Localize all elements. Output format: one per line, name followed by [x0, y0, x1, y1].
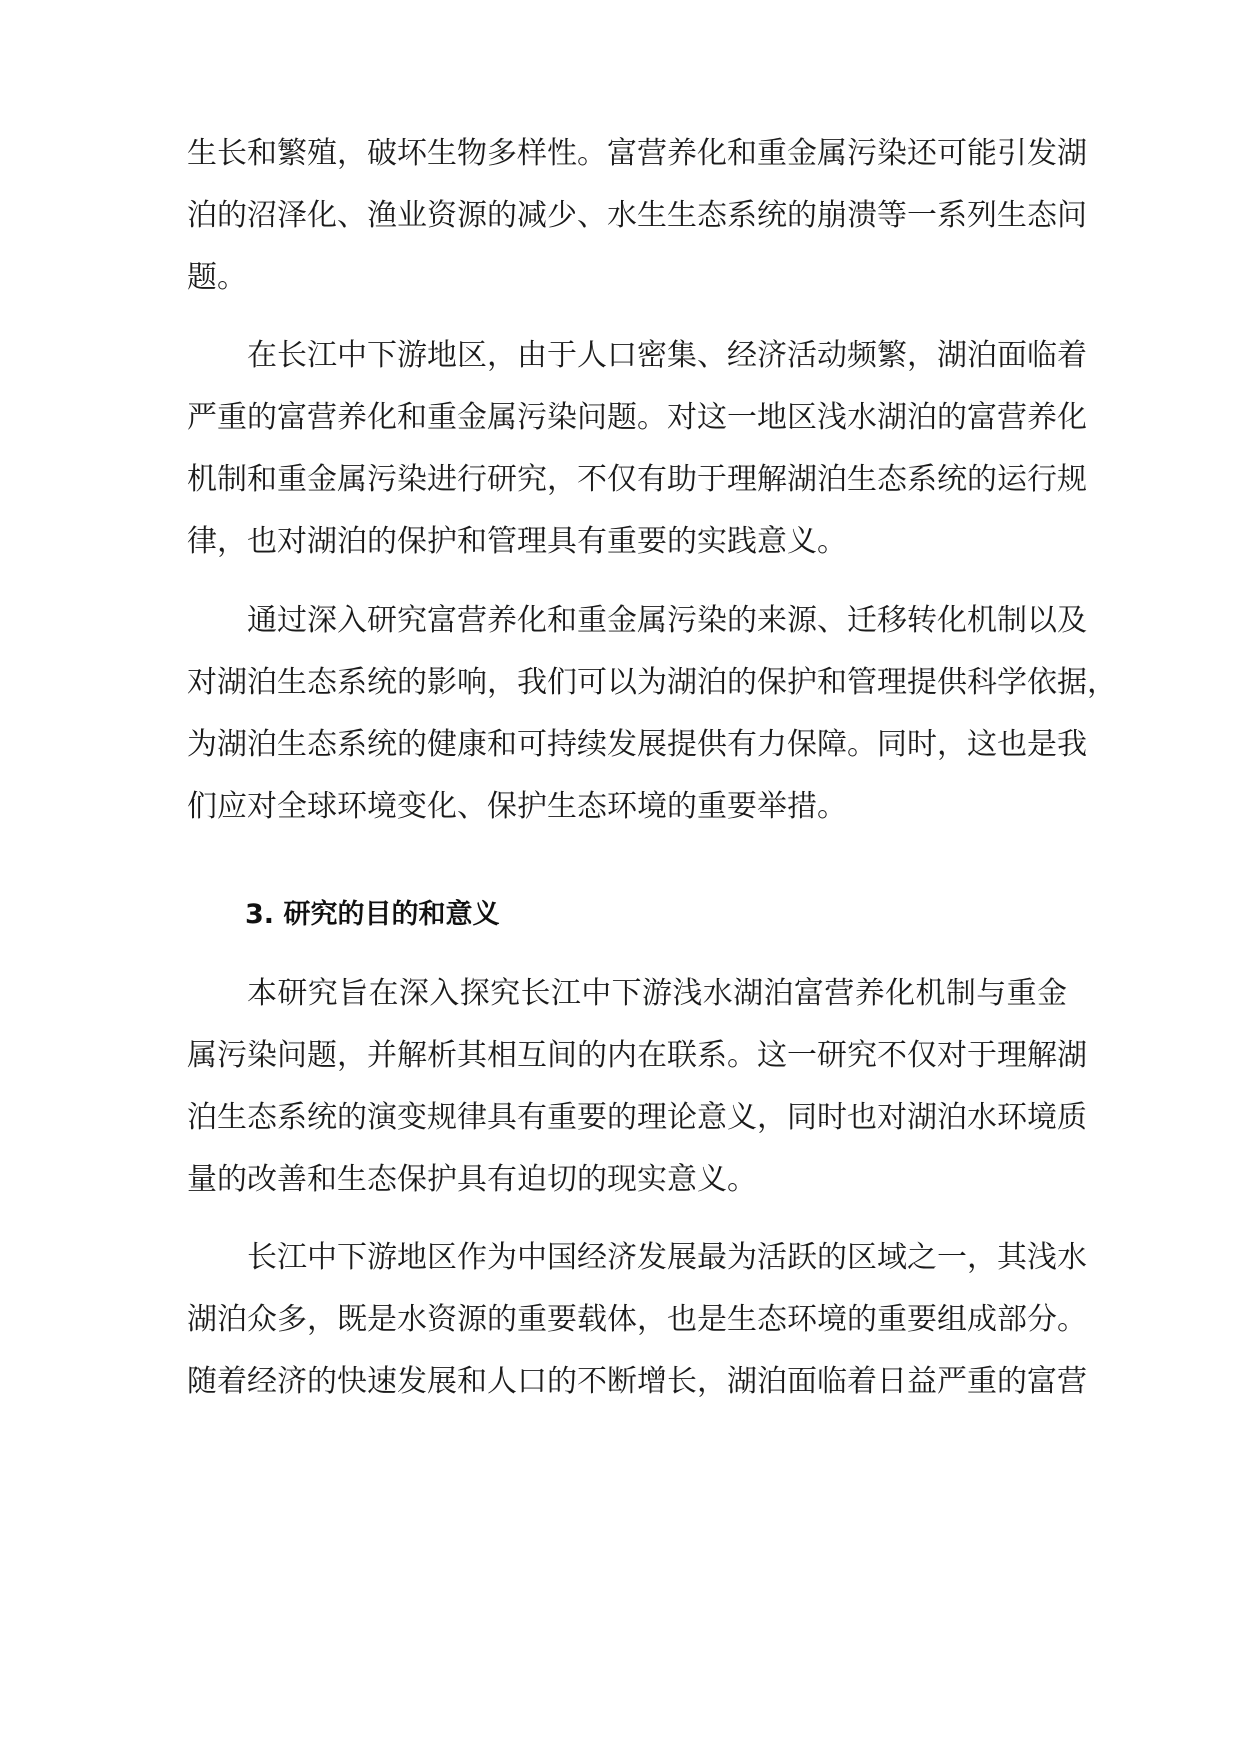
section-paragraph-1-line-3: 泊生态系统的演变规律具有重要的理论意义，同时也对湖泊水环境质	[187, 1100, 1087, 1135]
paragraph-3-line-3: 为湖泊生态系统的健康和可持续发展提供有力保障。同时，这也是我	[187, 727, 1087, 762]
section-paragraph-2-line-1: 长江中下游地区作为中国经济发展最为活跃的区域之一，其浅水	[247, 1240, 1087, 1275]
paragraph-3-line-1: 通过深入研究富营养化和重金属污染的来源、迁移转化机制以及	[247, 603, 1087, 638]
section-paragraph-2-line-2: 湖泊众多，既是水资源的重要载体，也是生态环境的重要组成部分。	[187, 1302, 1087, 1337]
section-paragraph-1-line-4: 量的改善和生态保护具有迫切的现实意义。	[187, 1162, 757, 1197]
paragraph-1-line-2: 泊的沼泽化、渔业资源的减少、水生生态系统的崩溃等一系列生态问	[187, 198, 1087, 233]
paragraph-2-line-3: 机制和重金属污染进行研究，不仅有助于理解湖泊生态系统的运行规	[187, 462, 1087, 497]
paragraph-2-line-4: 律，也对湖泊的保护和管理具有重要的实践意义。	[187, 524, 847, 559]
paragraph-2-line-1: 在长江中下游地区，由于人口密集、经济活动频繁，湖泊面临着	[247, 338, 1087, 373]
paragraph-3-line-2: 对湖泊生态系统的影响，我们可以为湖泊的保护和管理提供科学依据，	[187, 665, 1117, 700]
paragraph-1-line-3: 题。	[187, 260, 247, 295]
section-paragraph-1-line-2: 属污染问题，并解析其相互间的内在联系。这一研究不仅对于理解湖	[187, 1038, 1087, 1073]
paragraph-3-line-4: 们应对全球环境变化、保护生态环境的重要举措。	[187, 789, 847, 824]
section-heading: 3. 研究的目的和意义	[245, 899, 500, 930]
section-paragraph-2-line-3: 随着经济的快速发展和人口的不断增长，湖泊面临着日益严重的富营	[187, 1364, 1087, 1399]
paragraph-2-line-2: 严重的富营养化和重金属污染问题。对这一地区浅水湖泊的富营养化	[187, 400, 1087, 435]
section-paragraph-1-line-1: 本研究旨在深入探究长江中下游浅水湖泊富营养化机制与重金	[247, 976, 1067, 1011]
paragraph-1-line-1: 生长和繁殖，破坏生物多样性。富营养化和重金属污染还可能引发湖	[187, 136, 1087, 171]
